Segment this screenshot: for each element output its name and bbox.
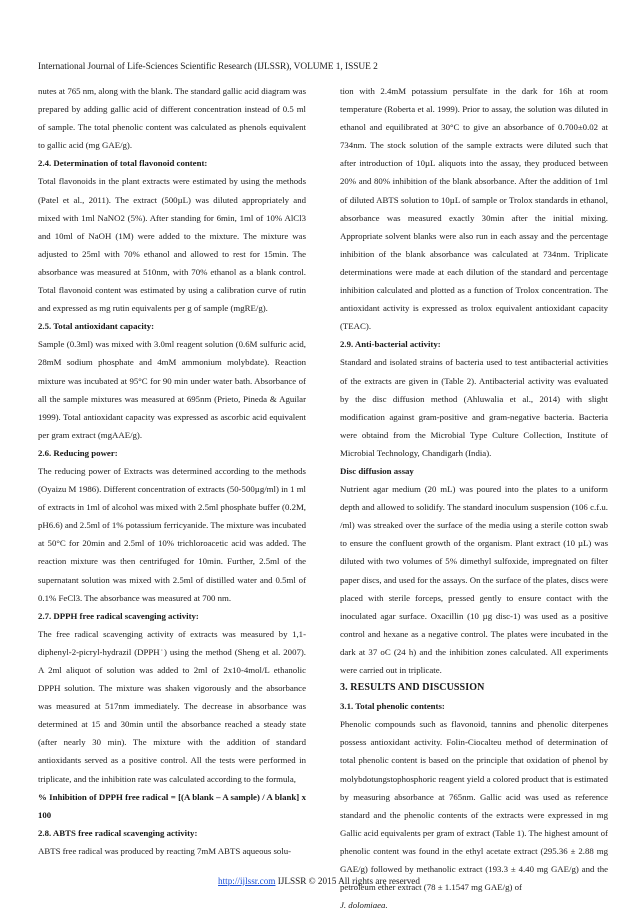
section-heading-2-7: 2.7. DPPH free radical scavenging activity: bbox=[38, 610, 199, 621]
running-header: International Journal of Life-Sciences Scientific Research (IJLSSR), VOLUME 1, ISSUE 2 bbox=[38, 62, 378, 72]
section-heading-2-8: 2.8. ABTS free radical scavenging activity: bbox=[38, 827, 198, 838]
paragraph-intro: nutes at 765 nm, along with the blank. The standard gallic acid diagram was prepared by adding gallic acid of different concentration instead of 0.5 ml of sample. The total phenolic content was calculated as phenols equivalent to gallic acid (mg GAE/g). bbox=[38, 86, 306, 151]
dpph-formula: % Inhibition of DPPH free radical = [(A blank – A sample) / A blank] x 100 bbox=[38, 791, 306, 820]
left-column bbox=[38, 82, 306, 860]
paragraph-2-9: Standard and isolated strains of bacteria used to test antibacterial activities of the extracts are given in (Table 2). Antibacterial activity was evaluated by the disc diffusion method (Ahluwalia et al., 2014) with slight modification against gram-positive and gram-negative bacteria. Bacteria were obtaind from the Microbial Type Culture Collection, Institute of Microbial Technology, Chandigarh (India). bbox=[340, 357, 608, 458]
species-name-italic: J. dolomiaea. bbox=[340, 900, 388, 911]
journal-link[interactable]: http://ijlssr.com bbox=[218, 876, 276, 886]
copyright-text: IJLSSR © 2015 All rights are reserved bbox=[275, 876, 420, 886]
paragraph-2-5: Sample (0.3ml) was mixed with 3.0ml reagent solution (0.6M sulfuric acid, 28mM sodium phosphate and 4mM ammonium molybdate). Reaction mixture was incubated at 95°C for 90 min under water bath. Absorbance of all the sample mixtures was measured at 695nm (Prieto, Pineda & Aguilar 1999). Total antioxidant capacity was expressed as ascorbic acid equivalent per gram extract (mgAAE/g). bbox=[38, 339, 306, 440]
section-heading-2-6: 2.6. Reducing power: bbox=[38, 447, 118, 458]
paragraph-3-1: Phenolic compounds such as flavonoid, tannins and phenolic diterpenes possess antioxidant activity. Folin-Ciocalteu method of determination of total phenolic content is based on the principle that oxidation of phenol by molybdotungstophosphoric reagent yield a colored product that is estimated by measuring absorbance at 765nm. Gallic acid was used as reference standard and the phenolic contents of the extracts were expressed in mg Gallic acid equivalents per gram of extract (Table 1). The highest amount of phenolic content was found in the ethyl acetate extract (295.36 ± 2.88 mg GAE/g) followed by methanolic extract (193.3 ± 4.40 mg GAE/g) and the petroleum ether extract (78 ± 1.1547 mg GAE/g) of bbox=[340, 719, 608, 893]
paragraph-2-7: The free radical scavenging activity of extracts was measured by 1,1-diphenyl-2-picryl-hydrazil (DPPH˙) using the method (Sheng et al. 2007). A 2ml aliquot of solution was added to 2ml of 2x10-4mol/L ethanolic DPPH solution. The mixture was shaken vigorously and the absorbance was measured at 517nm immediately. The decrease in absorbance was determined at 15 and 30min until the absorbance reached a steady state (after nearly 30 min). The mixture with the addition of standard antioxidants served as a positive control. All the tests were performed in triplicate, and the inhibition rate was calculated according to the formula, bbox=[38, 628, 306, 784]
page-footer bbox=[0, 876, 638, 886]
paragraph-2-4: Total flavonoids in the plant extracts were estimated by using the methods (Patel et al., 2011). The extract (500µL) was diluted appropriately and mixed with 1ml NaNO2 (5%). After standing for 6min, 1ml of 10% AlCl3 and 10ml of NaOH (1M) were added to the mixture. The mixture was adjusted to 25ml with 70% ethanol and allowed to rest for 15min. The absorbance was measured at 510nm, with 70% ethanol as a blank control. Total flavonoid content was estimated by using a calibration curve of rutin and expressed as mg rutin equivalents per g of sample (mgRE/g). bbox=[38, 176, 306, 314]
paragraph-abts-continued: tion with 2.4mM potassium persulfate in the dark for 16h at room temperature (Roberta et al. 1999). Prior to assay, the solution was diluted in ethanol and equilibrated at 30°C to give an absorbance of 0.700±0.02 at 734nm. The stock solution of the sample extracts were diluted such that after introduction of 10µL aliquots into the assay, they produced between 20% and 80% inhibition of the blank absorbance. After the addition of 1ml of diluted ABTS solution to 10µL of sample or Trolox standards in ethanol, absorbance was measured exactly 30min after the initial mixing. Appropriate solvent blanks were also run in each assay and the percentage inhibition of the blank absorbance was calculated at 734nm. Triplicate determinations were made at each dilution of the standard and percentage inhibition calculated and plotted as a function of Trolox concentration. The antioxidant activity is expressed as trolox equivalent antioxidant capacity (TEAC). bbox=[340, 86, 608, 332]
section-heading-2-4: 2.4. Determination of total flavonoid content: bbox=[38, 158, 208, 169]
paragraph-2-6: The reducing power of Extracts was determined according to the methods (Oyaizu M 1986). Different concentration of extracts (50-500µg/ml) in 1 ml of extracts in 1ml of alcohol was mixed with 2.5ml phosphate buffer (0.2M, pH6.6) and 2.5ml of 1% potassium ferricyanide. The mixture was incubated at 50°C for 20min and 2.5ml of 10% trichloroacetic acid was added. The reaction mixture was then centrifuged for 10min. Further, 2.5ml of the supernatant solution was mixed with 2.5ml of distilled water and 0.5ml of 0.1% FeCl3. The absorbance was measured at 700 nm. bbox=[38, 465, 307, 603]
paragraph-2-8: ABTS free radical was produced by reacting 7mM ABTS aqueous solu- bbox=[38, 845, 292, 856]
subheading-disc-diffusion: Disc diffusion assay bbox=[340, 465, 414, 476]
right-column bbox=[340, 82, 608, 914]
section-heading-3-1: 3.1. Total phenolic contents: bbox=[340, 701, 445, 712]
species-name bbox=[340, 896, 608, 914]
section-heading-3: 3. RESULTS AND DISCUSSION bbox=[340, 682, 485, 694]
section-heading-2-9: 2.9. Anti-bacterial activity: bbox=[340, 339, 441, 350]
section-heading-2-5: 2.5. Total antioxidant capacity: bbox=[38, 321, 155, 332]
paragraph-disc-diffusion: Nutrient agar medium (20 mL) was poured into the plates to a uniform depth and allowed to solidify. The standard inoculum suspension (106 c.f.u. /ml) was streaked over the surface of the media using a sterile cotton swab to ensure the confluent growth of the organism. Plant extract (10 µL) was diluted with two volumes of 5% dimethyl sulfoxide, impregnated on filter paper discs, and used for the assays. On the surface of the plates, discs were placed with sterile forceps, pressed gently to ensure contact with the inoculated agar surface. Oxacillin (10 µg disc-1) was used as a positive control and hexane as a negative control. The plates were incubated in the dark at 37 oC (24 h) and the inhibition zones calculated. All experiments were carried out in triplicate. bbox=[340, 484, 608, 675]
